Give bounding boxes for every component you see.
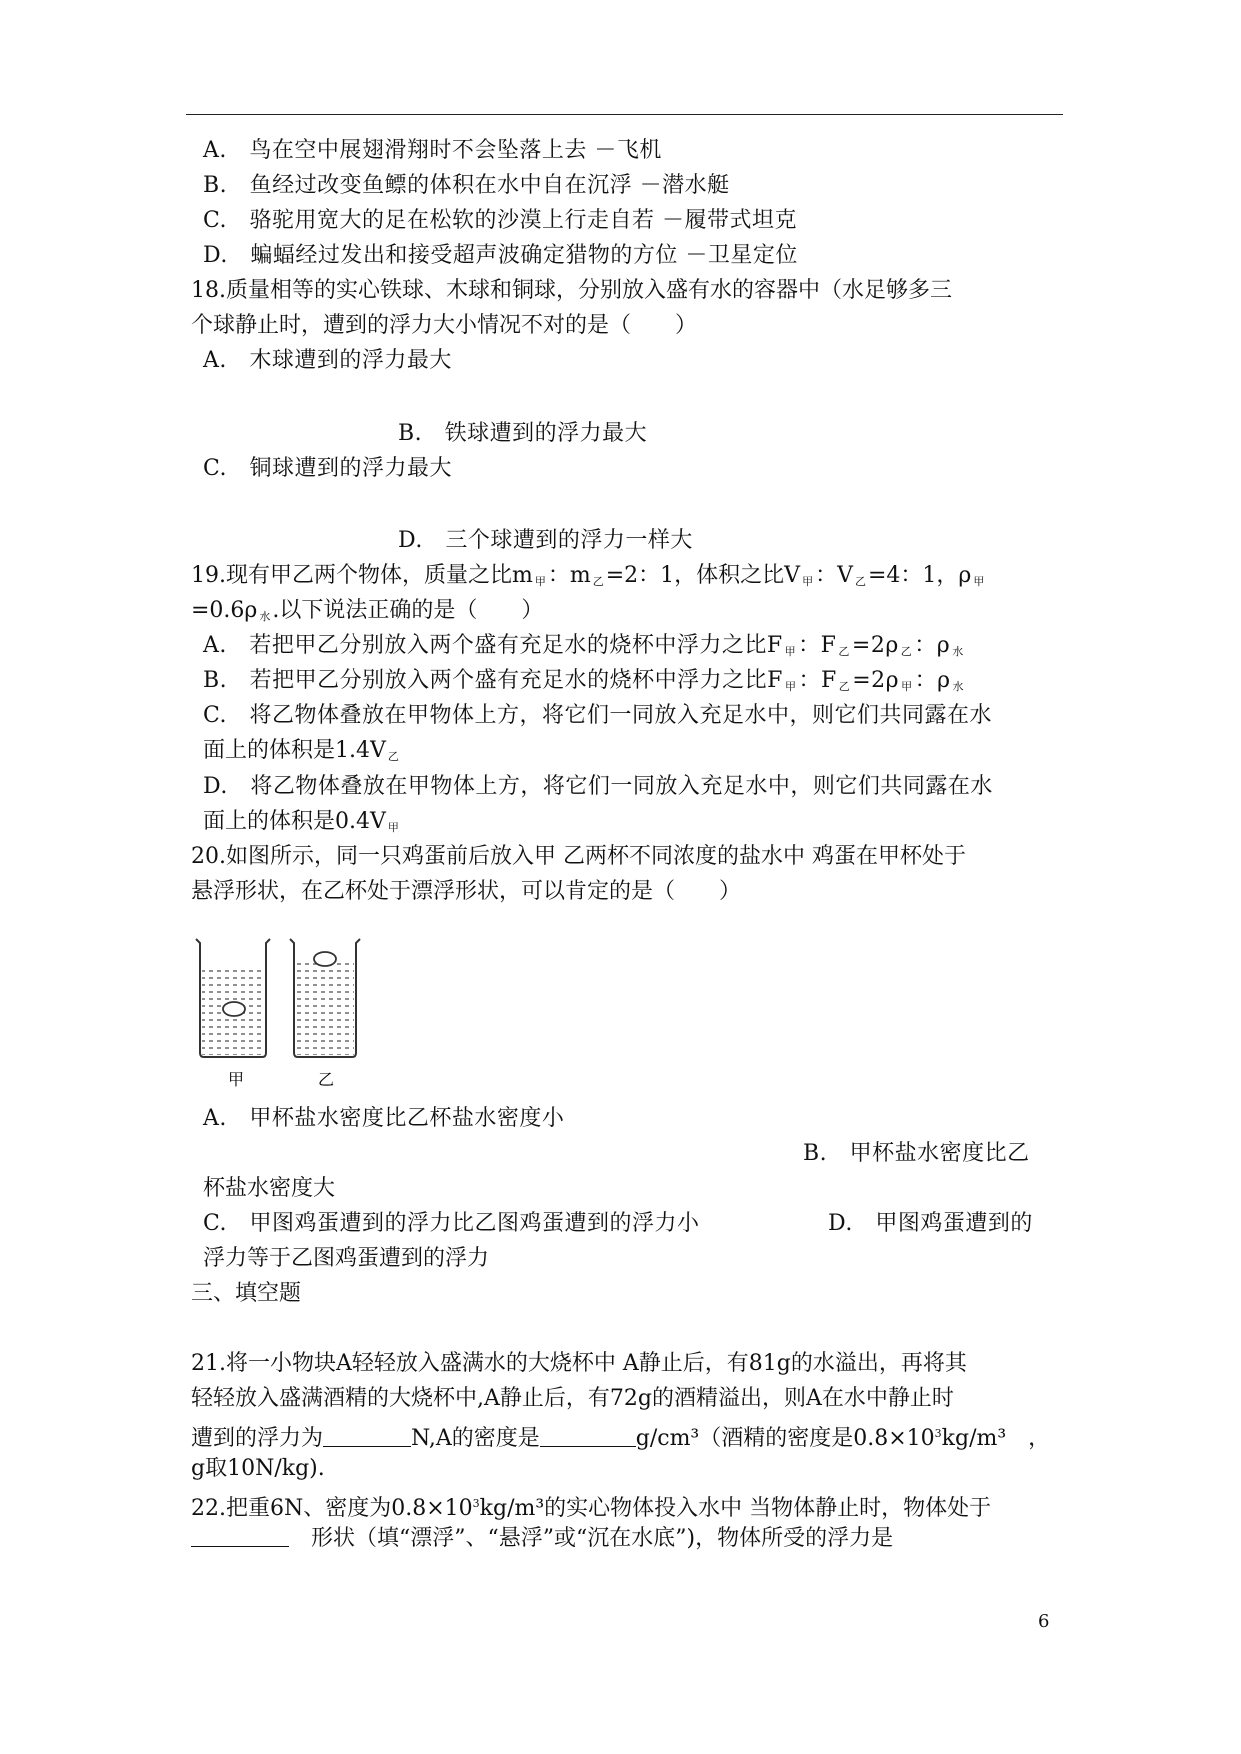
q19-line-1: 19.现有甲乙两个物体，质量之比m $_甲$：m $_乙$=2：1，体积之比V $_甲$：V $_乙$=4：1，ρ $_甲$: [191, 563, 985, 588]
q19-line-2: =0.6ρ $_水$.以下说法正确的是（ ）: [191, 598, 544, 623]
q17-option-b: B. 鱼经过改变鱼鳔的体积在水中自在沉浮 －潜水艇: [203, 173, 730, 198]
header-rule: [186, 114, 1063, 115]
q20-option-b-line-1: B. 甲杯盐水密度比乙: [803, 1141, 1030, 1166]
q20-option-a: A. 甲杯盐水密度比乙杯盐水密度小: [203, 1106, 565, 1131]
q22-line-2: 形状（填“漂浮”、“悬浮”或“沉在水底”)，物体所受的浮力是: [191, 1524, 893, 1554]
beaker-jia: [196, 939, 270, 1057]
q17-option-c: C. 骆驼用宽大的足在松软的沙漠上行走自若 －履带式坦克: [203, 208, 798, 233]
q22-line-1: 22.把重6N、密度为$0.8\times 10^3kg/m^3$的实心物体投入水中 当物体静止时，物体处于: [191, 1496, 992, 1521]
beaker-figure: [192, 933, 372, 1093]
q20-line-2: 悬浮形状，在乙杯处于漂浮形状，可以肯定的是（ ）: [191, 879, 742, 904]
answer-blank-buoyancy[interactable]: [323, 1426, 411, 1447]
q20-option-d-line-2: 浮力等于乙图鸡蛋遭到的浮力: [203, 1246, 490, 1271]
q18-option-c: C. 铜球遭到的浮力最大: [203, 456, 453, 481]
q19-option-c-line-1: C. 将乙物体叠放在甲物体上方，将它们一同放入充足水中，则它们共同露在水: [203, 703, 993, 728]
q21-line-2: 轻轻放入盛满酒精的大烧杯中,A静止后，有72g的酒精溢出，则A在水中静止时: [191, 1386, 954, 1411]
q20-option-b-line-2: 杯盐水密度大: [203, 1176, 336, 1201]
q21-line-3: 遭到的浮力为 N,A的密度是 g/cm³（酒精的密度是$0.8\times 10^3kg/m^3$ ，: [191, 1426, 1051, 1451]
q18-line-2: 个球静止时，遭到的浮力大小情况不对的是（ ）: [191, 313, 698, 338]
q19-option-d-line-1: D. 将乙物体叠放在甲物体上方，将它们一同放入充足水中，则它们共同露在水: [203, 774, 993, 799]
q18-option-a: A. 木球遭到的浮力最大: [203, 348, 452, 373]
q19-option-a: A. 若把甲乙分别放入两个盛有充足水的烧杯中浮力之比F $_甲$：F $_乙$=2ρ $_乙$：ρ $_水$: [203, 633, 964, 658]
q20-line-1: 20.如图所示，同一只鸡蛋前后放入甲 乙两杯不同浓度的盐水中 鸡蛋在甲杯处于: [191, 844, 966, 869]
q17-option-d: D. 蝙蝠经过发出和接受超声波确定猎物的方位 －卫星定位: [203, 243, 798, 268]
q19-option-b: B. 若把甲乙分别放入两个盛有充足水的烧杯中浮力之比F $_甲$：F $_乙$=2ρ $_甲$：ρ $_水$: [203, 668, 965, 693]
q18-line-1: 18.质量相等的实心铁球、木球和铜球，分别放入盛有水的容器中（水足够多三: [191, 278, 952, 303]
beaker-label-jia: 甲: [228, 1070, 245, 1089]
egg-floating: [314, 952, 336, 966]
q18-option-b: B. 铁球遭到的浮力最大: [398, 421, 648, 446]
q21-line-4: g取10N/kg).: [191, 1456, 325, 1481]
q17-option-a: A. 鸟在空中展翅滑翔时不会坠落上去 －飞机: [203, 138, 662, 163]
page-number: 6: [1038, 1611, 1050, 1632]
beaker-label-yi: 乙: [318, 1070, 335, 1089]
q19-option-d-line-2: 面上的体积是0.4V $_甲$: [203, 809, 399, 834]
section-heading: 三、填空题: [191, 1281, 302, 1306]
q21-line-1: 21.将一小物块A轻轻放入盛满水的大烧杯中 A静止后，有81g的水溢出，再将其: [191, 1351, 967, 1376]
q20-option-d-line-1: D. 甲图鸡蛋遭到的: [828, 1211, 1033, 1236]
beaker-yi: [290, 939, 360, 1057]
egg-suspended: [223, 1002, 245, 1016]
q18-option-d: D. 三个球遭到的浮力一样大: [398, 528, 693, 553]
q20-option-c: C. 甲图鸡蛋遭到的浮力比乙图鸡蛋遭到的浮力小: [203, 1211, 700, 1236]
answer-blank-density[interactable]: [540, 1426, 636, 1447]
answer-blank-state[interactable]: [191, 1526, 289, 1547]
q19-option-c-line-2: 面上的体积是1.4V $_乙$: [203, 738, 399, 763]
